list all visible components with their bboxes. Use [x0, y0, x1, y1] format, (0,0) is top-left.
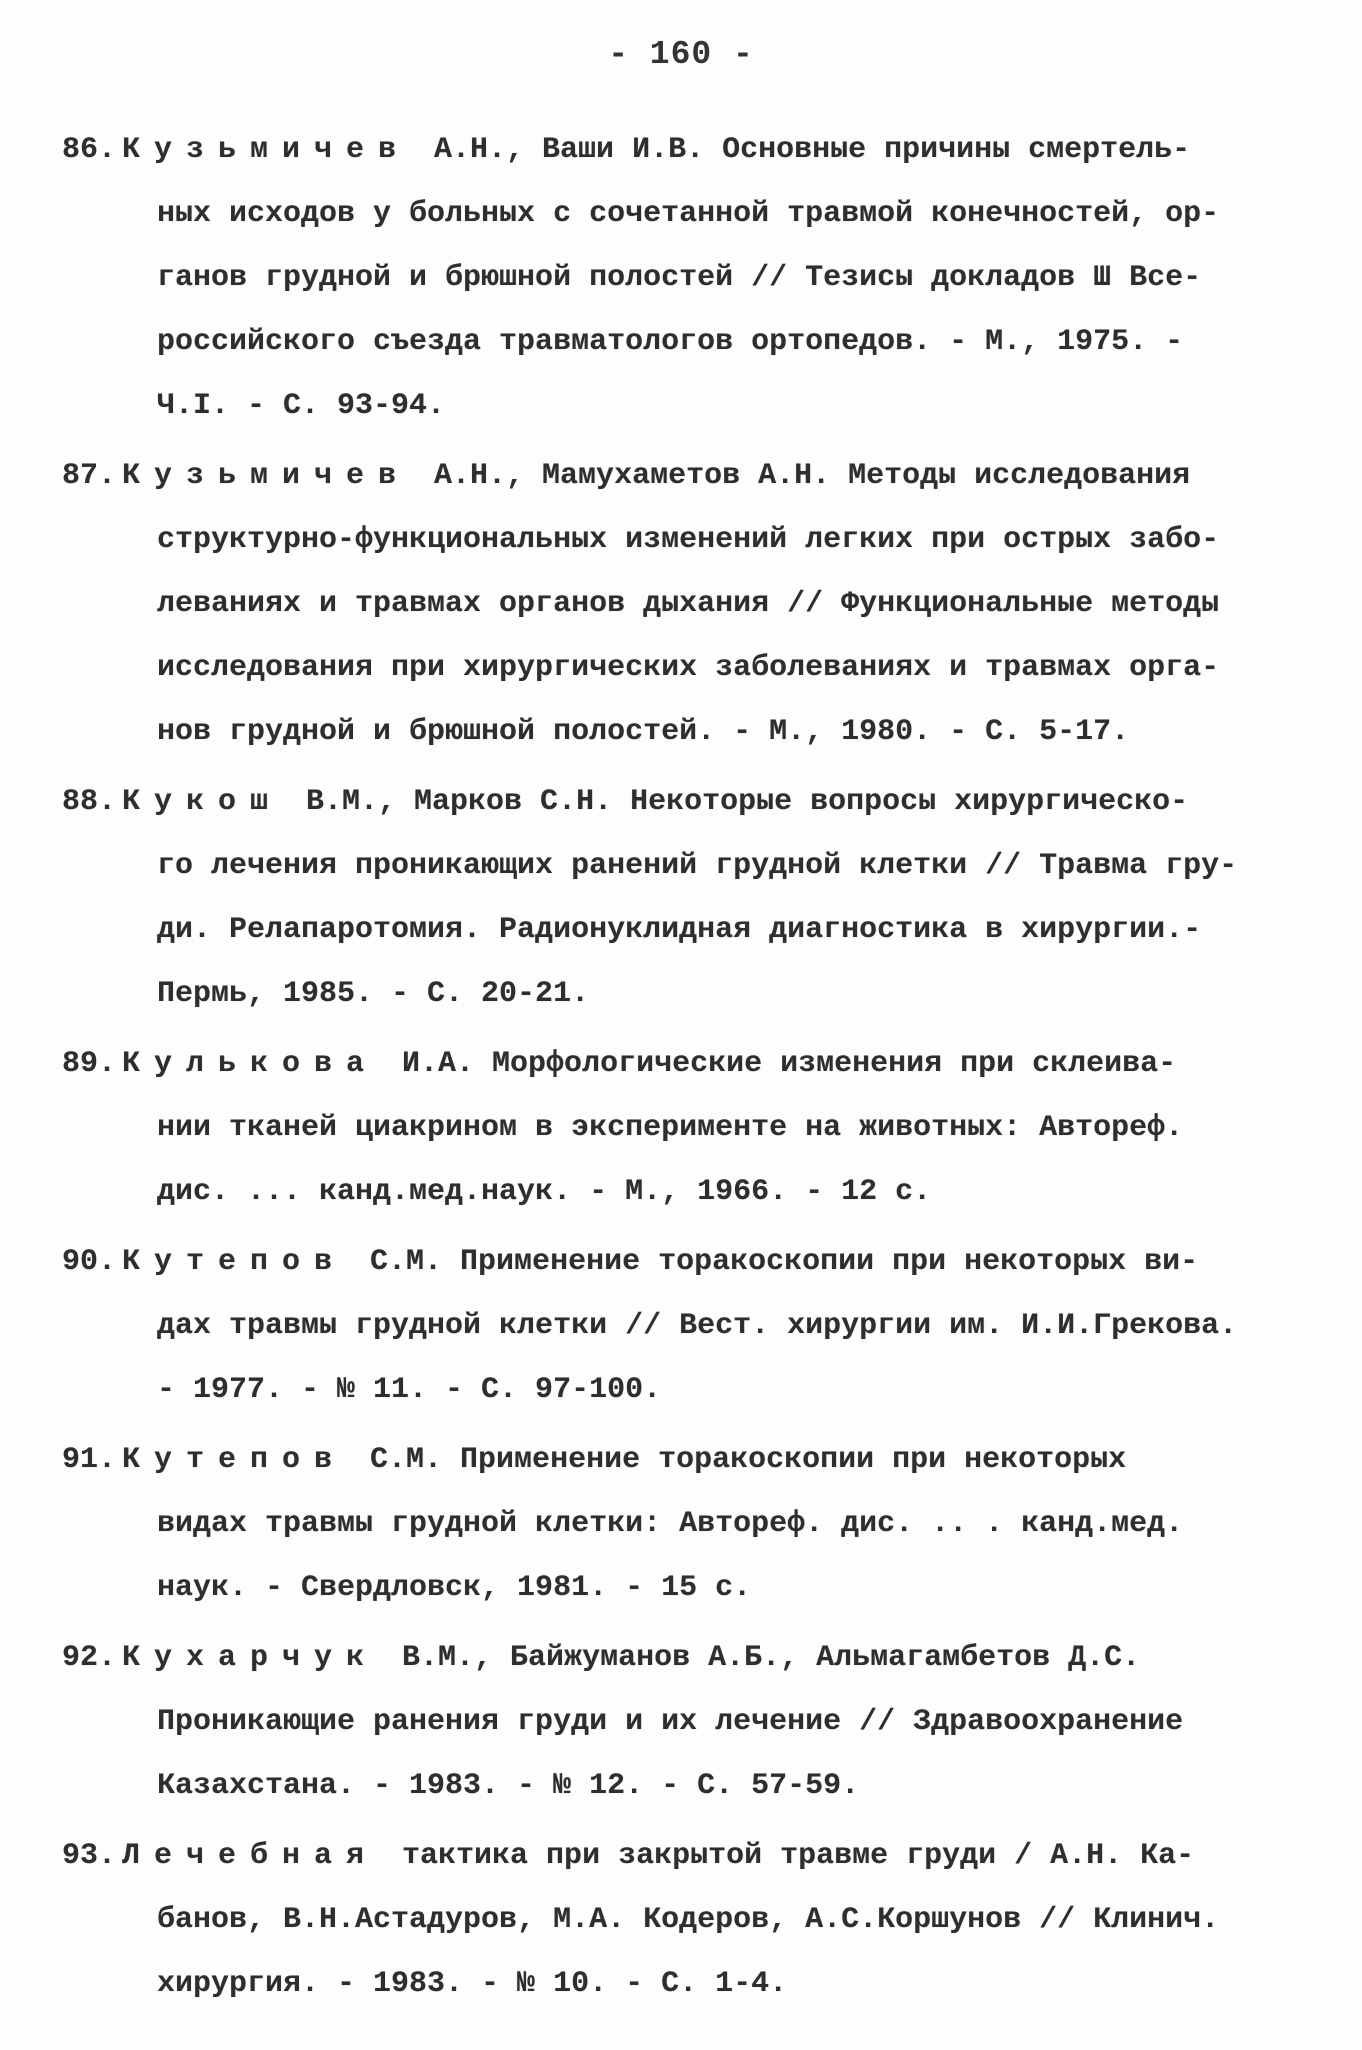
entry-continuation-line: дис. ... канд.мед.наук. - М., 1966. - 12 с.: [157, 1175, 932, 1209]
bibliography-entry: [62, 1428, 1290, 1620]
page-number: - 160 -: [608, 36, 754, 73]
entry-first-rest: С.М. Применение торакоскопии при некоторых: [352, 1443, 1127, 1477]
entry-author: Кутепов: [122, 1443, 347, 1477]
entry-number: 92.: [62, 1641, 117, 1675]
entry-author: Кутепов: [122, 1245, 347, 1279]
entry-number: 90.: [62, 1245, 117, 1279]
entry-continuation-line: дах травмы грудной клетки // Вест. хирургии им. И.И.Грекова.: [157, 1309, 1238, 1343]
entry-first-rest: А.Н., Мамухаметов А.Н. Методы исследования: [416, 459, 1191, 493]
entry-continuation-line: леваниях и травмах органов дыхания // Функциональные методы: [157, 587, 1220, 621]
entry-continuation-line: российского съезда травматологов ортопедов. - М., 1975. -: [157, 325, 1184, 359]
entry-first-rest: В.М., Марков С.Н. Некоторые вопросы хирургическо-: [288, 785, 1189, 819]
entry-continuation-line: Ч.I. - С. 93-94.: [157, 389, 446, 423]
entry-continuation-line: нов грудной и брюшной полостей. - М., 1980. - С. 5-17.: [157, 715, 1130, 749]
bibliography-entry: [62, 1626, 1290, 1818]
entry-continuation-line: видах травмы грудной клетки: Автореф. дис. .. . канд.мед.: [157, 1507, 1184, 1541]
entry-continuation-line: Пермь, 1985. - С. 20-21.: [157, 977, 590, 1011]
entry-continuation-line: ных исходов у больных с сочетанной травмой конечностей, ор-: [157, 197, 1220, 231]
entry-author: Лечебная: [122, 1839, 379, 1873]
entry-continuation-line: структурно-функциональных изменений легких при острых забо-: [157, 523, 1220, 557]
entry-continuation-line: ганов грудной и брюшной полостей // Тезисы докладов Ш Все-: [157, 261, 1202, 295]
entry-first-rest: И.А. Морфологические изменения при склеива-: [384, 1047, 1177, 1081]
entry-author: Кузьмичев: [122, 133, 411, 167]
bibliography-entry: [62, 118, 1290, 438]
entry-number: 93.: [62, 1839, 117, 1873]
entry-first-line: [62, 770, 1290, 834]
entry-first-line: [62, 1230, 1290, 1294]
entry-author: Кухарчук: [122, 1641, 379, 1675]
entry-number: 91.: [62, 1443, 117, 1477]
entry-first-rest: В.М., Байжуманов А.Б., Альмагамбетов Д.С.: [384, 1641, 1141, 1675]
entry-first-line: [62, 1824, 1290, 1888]
entry-continuation-line: исследования при хирургических заболеваниях и травмах орга-: [157, 651, 1220, 685]
bibliography-list: [62, 118, 1290, 2022]
entry-continuation-line: го лечения проникающих ранений грудной клетки // Травма гру-: [157, 849, 1238, 883]
entry-first-line: [62, 118, 1290, 182]
entry-first-rest: А.Н., Ваши И.В. Основные причины смертель-: [416, 133, 1191, 167]
entry-number: 89.: [62, 1047, 117, 1081]
entry-continuation-line: Проникающие ранения груди и их лечение // Здравоохранение: [157, 1705, 1184, 1739]
entry-first-line: [62, 444, 1290, 508]
entry-first-rest: тактика при закрытой травме груди / А.Н. Ка-: [384, 1839, 1195, 1873]
entry-number: 86.: [62, 133, 117, 167]
entry-first-line: [62, 1428, 1290, 1492]
bibliography-entry: [62, 444, 1290, 764]
entry-author: Кузьмичев: [122, 459, 411, 493]
bibliography-entry: [62, 1032, 1290, 1224]
entry-continuation-line: хирургия. - 1983. - № 10. - С. 1-4.: [157, 1967, 788, 2001]
bibliography-entry: [62, 1824, 1290, 2016]
entry-first-line: [62, 1032, 1290, 1096]
entry-continuation-line: нии тканей циакрином в эксперименте на животных: Автореф.: [157, 1111, 1184, 1145]
entry-continuation-line: Казахстана. - 1983. - № 12. - С. 57-59.: [157, 1769, 860, 1803]
entry-author: Кулькова: [122, 1047, 379, 1081]
entry-number: 88.: [62, 785, 117, 819]
entry-continuation-line: банов, В.Н.Астадуров, М.А. Кодеров, А.С.Коршунов // Клинич.: [157, 1903, 1220, 1937]
entry-first-line: [62, 1626, 1290, 1690]
entry-first-rest: С.М. Применение торакоскопии при некоторых ви-: [352, 1245, 1199, 1279]
bibliography-entry: [62, 770, 1290, 1026]
entry-continuation-line: ди. Релапаротомия. Радионуклидная диагностика в хирургии.-: [157, 913, 1202, 947]
bibliography-entry: [62, 1230, 1290, 1422]
entry-author: Кукош: [122, 785, 283, 819]
entry-number: 87.: [62, 459, 117, 493]
entry-continuation-line: наук. - Свердловск, 1981. - 15 с.: [157, 1571, 752, 1605]
entry-continuation-line: - 1977. - № 11. - С. 97-100.: [157, 1373, 662, 1407]
